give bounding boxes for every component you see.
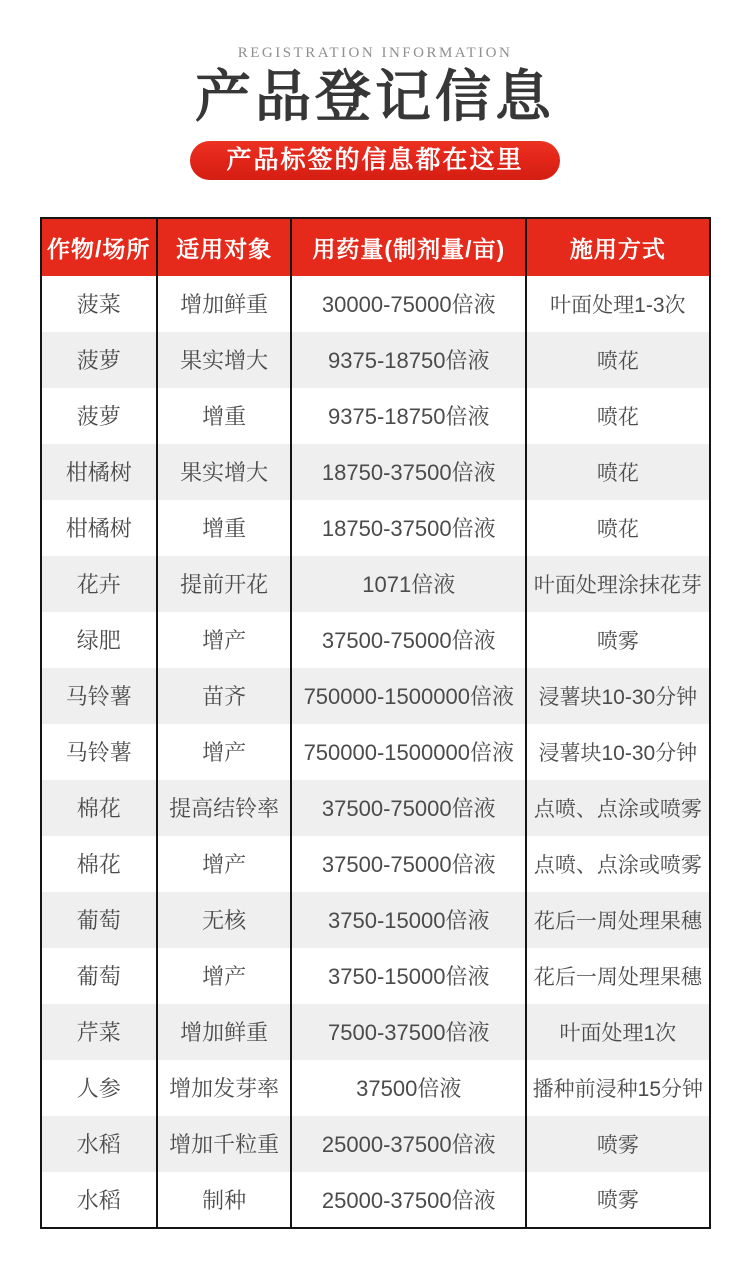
table-cell: 增重: [157, 500, 291, 556]
table-cell: 9375-18750倍液: [291, 332, 526, 388]
table-cell: 制种: [157, 1172, 291, 1228]
table-row: [41, 836, 710, 892]
table-cell: 柑橘树: [65, 460, 132, 486]
table-cell: 750000-1500000倍液: [291, 668, 526, 724]
table-cell: 增加鲜重: [157, 1004, 291, 1060]
table-cell: 柑橘树: [65, 516, 132, 542]
table-cell: 叶面处理1次: [526, 1004, 709, 1060]
table-body: [41, 276, 710, 1228]
table-cell: 增产: [157, 612, 291, 668]
table-cell: 浸薯块10-30分钟: [526, 724, 709, 780]
table-cell: 增加鲜重: [157, 276, 291, 332]
table-row: [41, 1116, 710, 1172]
table-cell: 增产: [157, 948, 291, 1004]
table-cell: 增加发芽率: [157, 1060, 291, 1116]
table-cell: 增产: [157, 724, 291, 780]
table-cell: 18750-37500倍液: [291, 444, 526, 500]
table-cell: 3750-15000倍液: [291, 892, 526, 948]
table-cell: 棉花: [76, 796, 121, 822]
table-cell: 浸薯块10-30分钟: [526, 668, 709, 724]
table-row: [41, 892, 710, 948]
table-cell: 叶面处理涂抹花芽: [526, 556, 709, 612]
table-cell: 25000-37500倍液: [291, 1116, 526, 1172]
table-cell: 花后一周处理果穗: [526, 948, 709, 1004]
table-cell: 提高结铃率: [157, 780, 291, 836]
table-cell: 喷雾: [526, 1172, 709, 1228]
table-cell: 花卉: [76, 572, 121, 598]
table-cell: 苗齐: [157, 668, 291, 724]
table-cell: 3750-15000倍液: [291, 948, 526, 1004]
table-row: [41, 612, 710, 668]
column-header-dosage: 用药量(制剂量/亩): [291, 218, 526, 276]
table-cell: 菠菜: [76, 292, 121, 318]
table-cell: 葡萄: [76, 964, 121, 990]
table-row: [41, 500, 710, 556]
table-cell: 点喷、点涂或喷雾: [526, 780, 709, 836]
table-row: [41, 1060, 710, 1116]
table-cell: 增产: [157, 836, 291, 892]
table-cell: 马铃薯: [65, 684, 132, 710]
table-cell: 花后一周处理果穗: [526, 892, 709, 948]
table-cell: 30000-75000倍液: [291, 276, 526, 332]
table-cell: 喷花: [526, 444, 709, 500]
table-cell: 37500-75000倍液: [291, 836, 526, 892]
table-row: [41, 388, 710, 444]
table-cell: 菠萝: [76, 348, 121, 374]
table-cell: 喷花: [526, 332, 709, 388]
eyebrow-text: REGISTRATION INFORMATION: [237, 45, 513, 61]
table-cell: 绿肥: [76, 628, 121, 654]
table-cell: 喷雾: [526, 612, 709, 668]
table-row: [41, 1004, 710, 1060]
table-cell: 人参: [76, 1076, 121, 1102]
column-header-target: 适用对象: [157, 218, 291, 276]
table-cell: 果实增大: [157, 332, 291, 388]
table-cell: 提前开花: [157, 556, 291, 612]
table-row: [41, 556, 710, 612]
table-cell: 果实增大: [157, 444, 291, 500]
table-cell: 无核: [157, 892, 291, 948]
table-cell: 播种前浸种15分钟: [526, 1060, 709, 1116]
table-cell: 菠萝: [76, 404, 121, 430]
table-cell: 7500-37500倍液: [291, 1004, 526, 1060]
table-cell: 芹菜: [76, 1020, 121, 1046]
table-cell: 37500-75000倍液: [291, 612, 526, 668]
table-cell: 喷雾: [526, 1116, 709, 1172]
table-row: [41, 724, 710, 780]
table-cell: 喷花: [526, 500, 709, 556]
table-cell: 9375-18750倍液: [291, 388, 526, 444]
page-title: 产品登记信息: [195, 67, 555, 129]
registration-table: [40, 217, 711, 1229]
table-cell: 叶面处理1-3次: [526, 276, 709, 332]
table-cell: 25000-37500倍液: [291, 1172, 526, 1228]
table-cell: 37500倍液: [291, 1060, 526, 1116]
column-header-method: 施用方式: [526, 218, 709, 276]
table-row: [41, 668, 710, 724]
table-cell: 马铃薯: [65, 740, 132, 766]
table-cell: 水稻: [76, 1132, 121, 1158]
table-cell: 水稻: [76, 1187, 121, 1213]
table-header-row: [41, 218, 710, 276]
column-header-crop: 作物/场所: [41, 218, 157, 276]
table-row: [41, 948, 710, 1004]
table-cell: 750000-1500000倍液: [291, 724, 526, 780]
table-cell: 1071倍液: [291, 556, 526, 612]
banner-pill: 产品标签的信息都在这里: [190, 141, 559, 180]
table-row: [41, 332, 710, 388]
table-row: [41, 276, 710, 332]
table-cell: 葡萄: [76, 908, 121, 934]
table-cell: 棉花: [76, 852, 121, 878]
table-cell: 18750-37500倍液: [291, 500, 526, 556]
table-row: [41, 444, 710, 500]
table-cell: 增重: [157, 388, 291, 444]
table-row: [41, 1172, 710, 1228]
table-cell: 37500-75000倍液: [291, 780, 526, 836]
table-cell: 点喷、点涂或喷雾: [526, 836, 709, 892]
table-cell: 增加千粒重: [157, 1116, 291, 1172]
table-row: [41, 780, 710, 836]
registration-header: [0, 45, 750, 180]
table-cell: 喷花: [526, 388, 709, 444]
